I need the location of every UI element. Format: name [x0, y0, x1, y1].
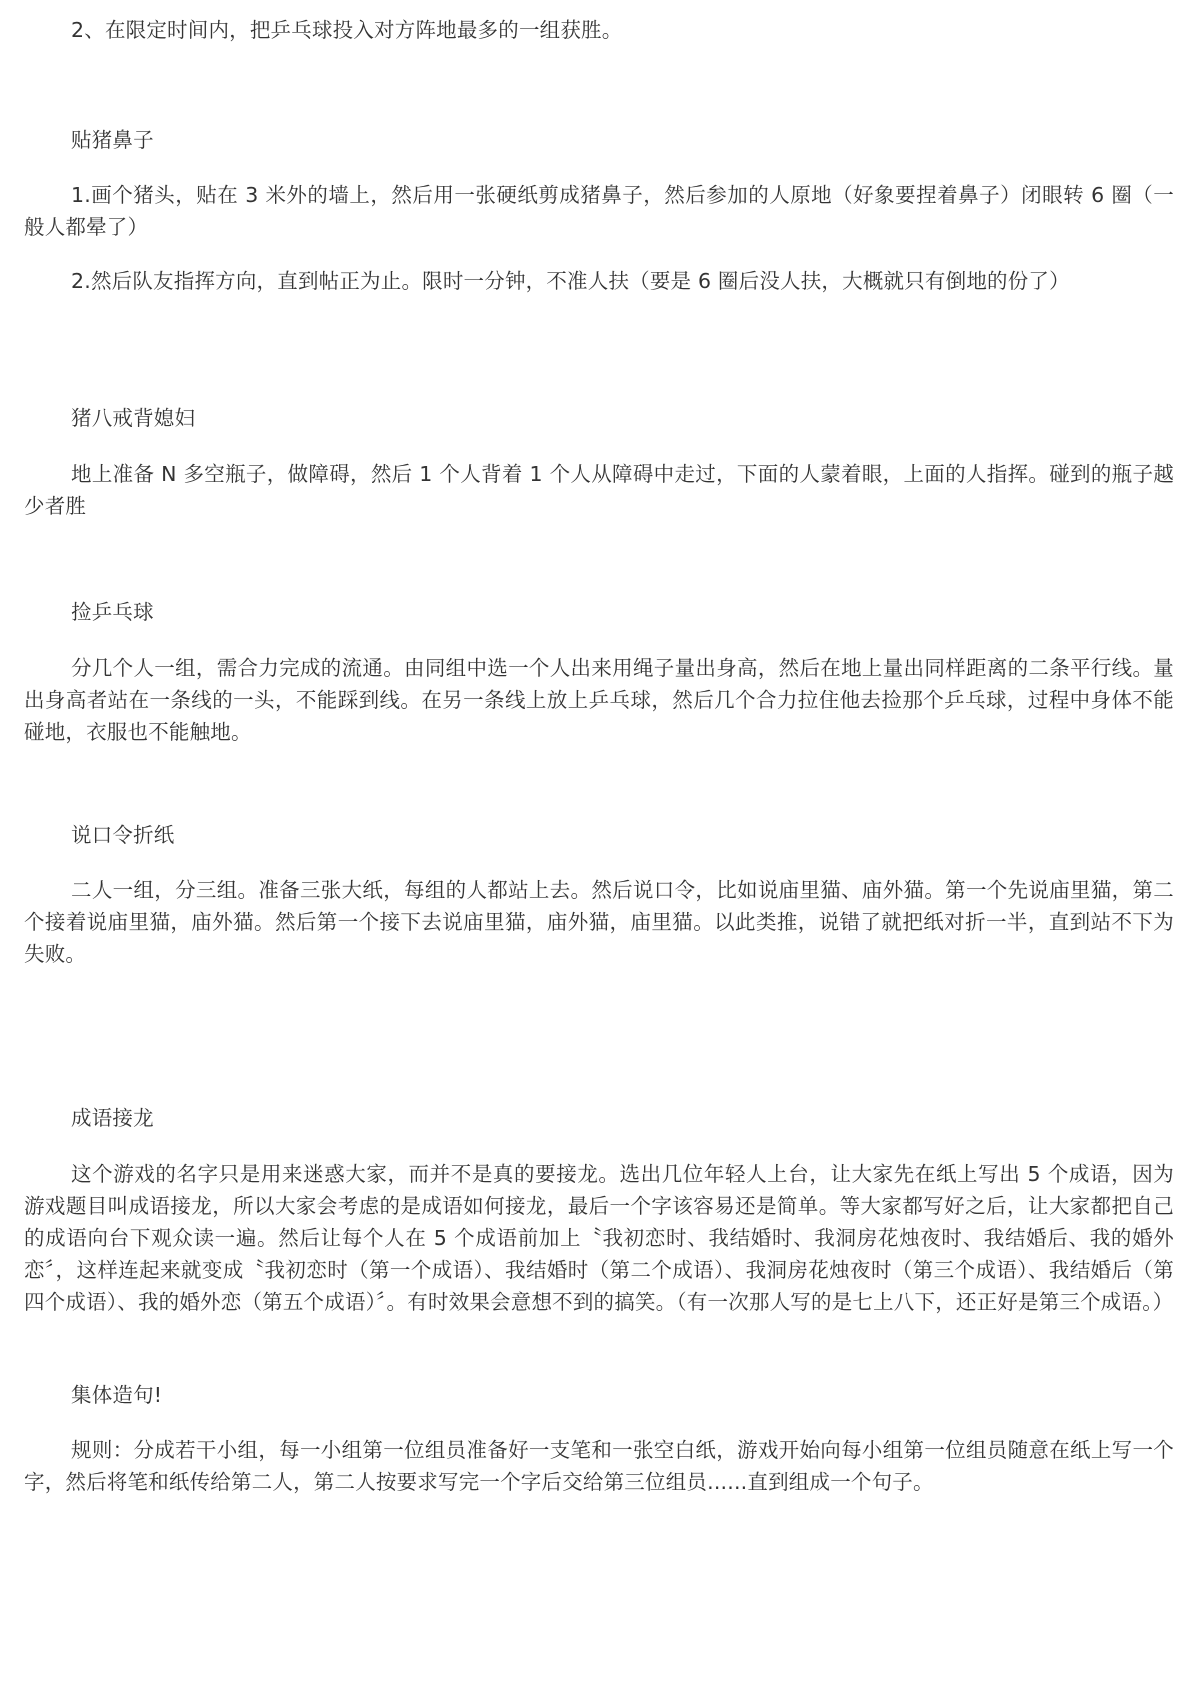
paragraph-pig-nose-1: 1.画个猪头，贴在 3 米外的墙上，然后用一张硬纸剪成猪鼻子，然后参加的人原地（好象要捏着鼻子）闭眼转 6 圈（一般人都晕了）: [24, 183, 1174, 239]
heading-folding-paper: 说口令折纸: [71, 823, 175, 847]
heading-pig-nose: 贴猪鼻子: [71, 128, 154, 152]
paragraph-pig-nose-2: 2.然后队友指挥方向，直到帖正为止。限时一分钟，不准人扶（要是 6 圈后没人扶，大概就只有倒地的份了）: [71, 269, 1070, 293]
heading-pick-ping-pong: 捡乒乓球: [71, 600, 154, 624]
paragraph-group-sentence: 规则：分成若干小组，每一小组第一位组员准备好一支笔和一张空白纸，游戏开始向每小组第一位组员随意在纸上写一个字，然后将笔和纸传给第二人，第二人按要求写完一个字后交给第三位组员......直到组成一个句子。: [24, 1438, 1174, 1494]
heading-group-sentence: 集体造句!: [71, 1383, 163, 1407]
paragraph-folding-paper: 二人一组，分三组。准备三张大纸，每组的人都站上去。然后说口令，比如说庙里猫、庙外猫。第一个先说庙里猫，第二个接着说庙里猫，庙外猫。然后第一个接下去说庙里猫，庙外猫，庙里猫。以此类推，说错了就把纸对折一半，直到站不下为失败。: [24, 878, 1174, 966]
heading-zhu-bajie: 猪八戒背媳妇: [71, 406, 196, 430]
paragraph-ping-pong-rule-2: 2、在限定时间内，把乒乓球投入对方阵地最多的一组获胜。: [71, 18, 623, 42]
paragraph-pick-ping-pong: 分几个人一组，需合力完成的流通。由同组中选一个人出来用绳子量出身高，然后在地上量出同样距离的二条平行线。量出身高者站在一条线的一头，不能踩到线。在另一条线上放上乒乓球，然后几个合力拉住他去捡那个乒乓球，过程中身体不能碰地，衣服也不能触地。: [24, 656, 1174, 744]
paragraph-zhu-bajie: 地上准备 N 多空瓶子，做障碍，然后 1 个人背着 1 个人从障碍中走过，下面的人蒙着眼，上面的人指挥。碰到的瓶子越少者胜: [24, 462, 1174, 518]
heading-idiom-chain: 成语接龙: [71, 1106, 154, 1130]
paragraph-idiom-chain: 这个游戏的名字只是用来迷惑大家，而并不是真的要接龙。选出几位年轻人上台，让大家先在纸上写出 5 个成语，因为游戏题目叫成语接龙，所以大家会考虑的是成语如何接龙，最后一个字该容易还是简单。等大家都写好之后，让大家都把自己的成语向台下观众读一遍。然后让每个人在 5 个成语前加上〝我初恋时、我结婚时、我洞房花烛夜时、我结婚后、我的婚外恋〞，这样连起来就变成〝我初恋时（第一个成语）、我结婚时（第二个成语）、我洞房花烛夜时（第三个成语）、我结婚后（第四个成语）、我的婚外恋（第五个成语）〞。有时效果会意想不到的搞笑。（有一次那人写的是七上八下，还正好是第三个成语。）: [24, 1162, 1174, 1314]
